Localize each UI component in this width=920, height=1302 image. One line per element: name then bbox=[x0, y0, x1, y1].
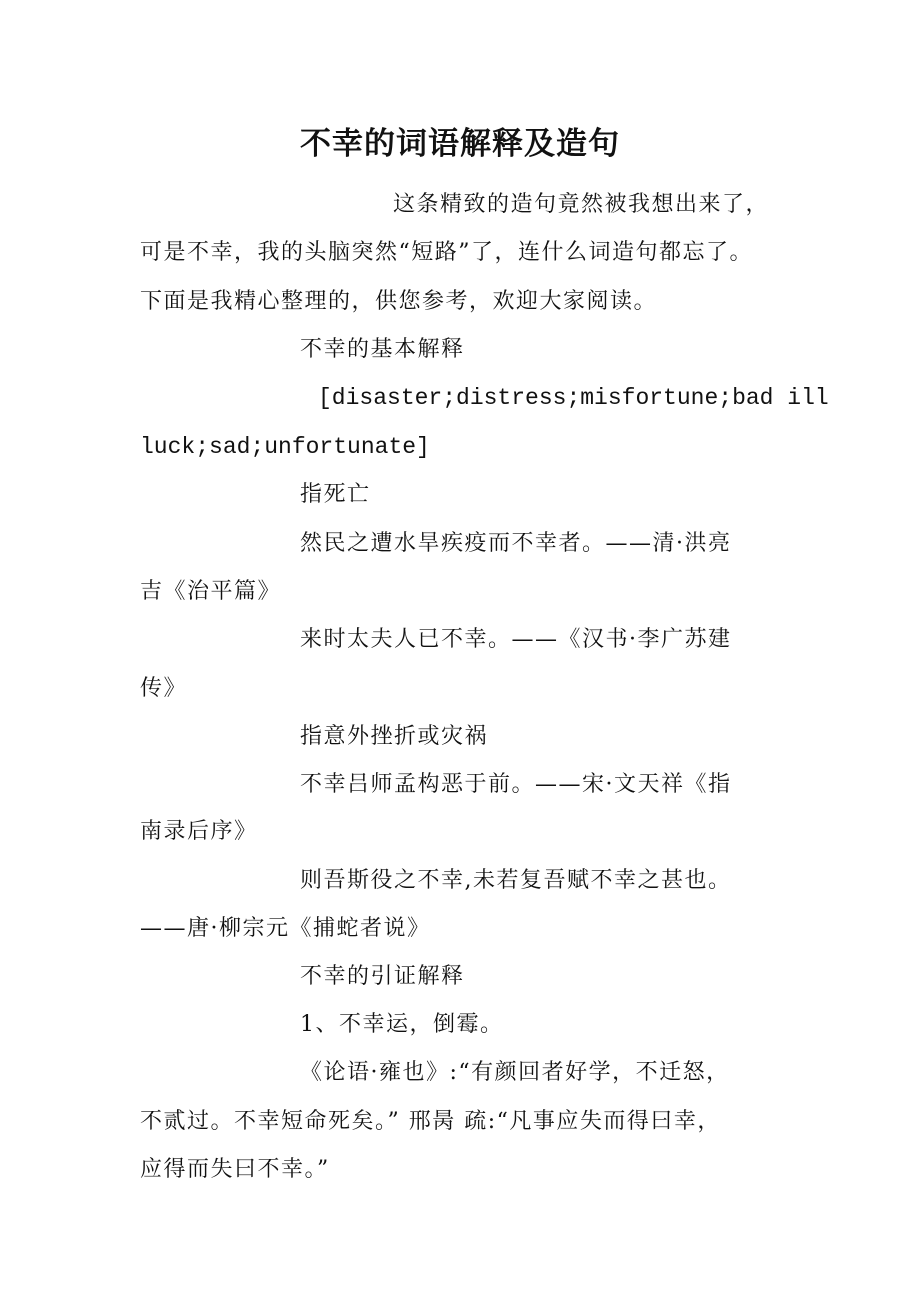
section-heading: 不幸的基本解释 bbox=[300, 337, 465, 362]
body-line: 吉《治平篇》 bbox=[140, 579, 282, 604]
body-line: 来时太夫人已不幸。——《汉书·李广苏建 bbox=[300, 627, 732, 652]
body-line: 则吾斯役之不幸,未若复吾赋不幸之甚也。 bbox=[300, 868, 732, 893]
body-line: 《论语·雍也》:“有颜回者好学，不迁怒， bbox=[300, 1060, 730, 1085]
body-line: [disaster;distress;misfortune;bad ill bbox=[318, 385, 829, 411]
body-line: 不幸吕师孟构恶于前。——宋·文天祥《指 bbox=[300, 772, 732, 797]
section-heading: 不幸的引证解释 bbox=[300, 964, 465, 989]
body-line: 应得而失曰不幸。” bbox=[140, 1157, 330, 1182]
body-line: 1、不幸运，倒霉。 bbox=[300, 1012, 504, 1037]
body-line: 南录后序》 bbox=[140, 819, 258, 844]
document-title: 不幸的词语解释及造句 bbox=[300, 126, 620, 162]
body-line: 不贰过。不幸短命死矣。” 邢昺 疏:“凡事应失而得曰幸， bbox=[140, 1109, 721, 1134]
body-line: 这条精致的造句竟然被我想出来了， bbox=[393, 192, 770, 217]
body-line: 下面是我精心整理的，供您参考，欢迎大家阅读。 bbox=[140, 289, 658, 314]
body-line: 指意外挫折或灾祸 bbox=[300, 724, 489, 749]
body-line: 指死亡 bbox=[300, 482, 371, 507]
body-line: ——唐·柳宗元《捕蛇者说》 bbox=[140, 916, 431, 941]
body-line: luck;sad;unfortunate] bbox=[140, 434, 430, 460]
body-line: 然民之遭水旱疾疫而不幸者。——清·洪亮 bbox=[300, 531, 732, 556]
body-line: 传》 bbox=[140, 676, 188, 701]
body-line: 可是不幸，我的头脑突然“短路”了，连什么词造句都忘了。 bbox=[140, 240, 753, 265]
